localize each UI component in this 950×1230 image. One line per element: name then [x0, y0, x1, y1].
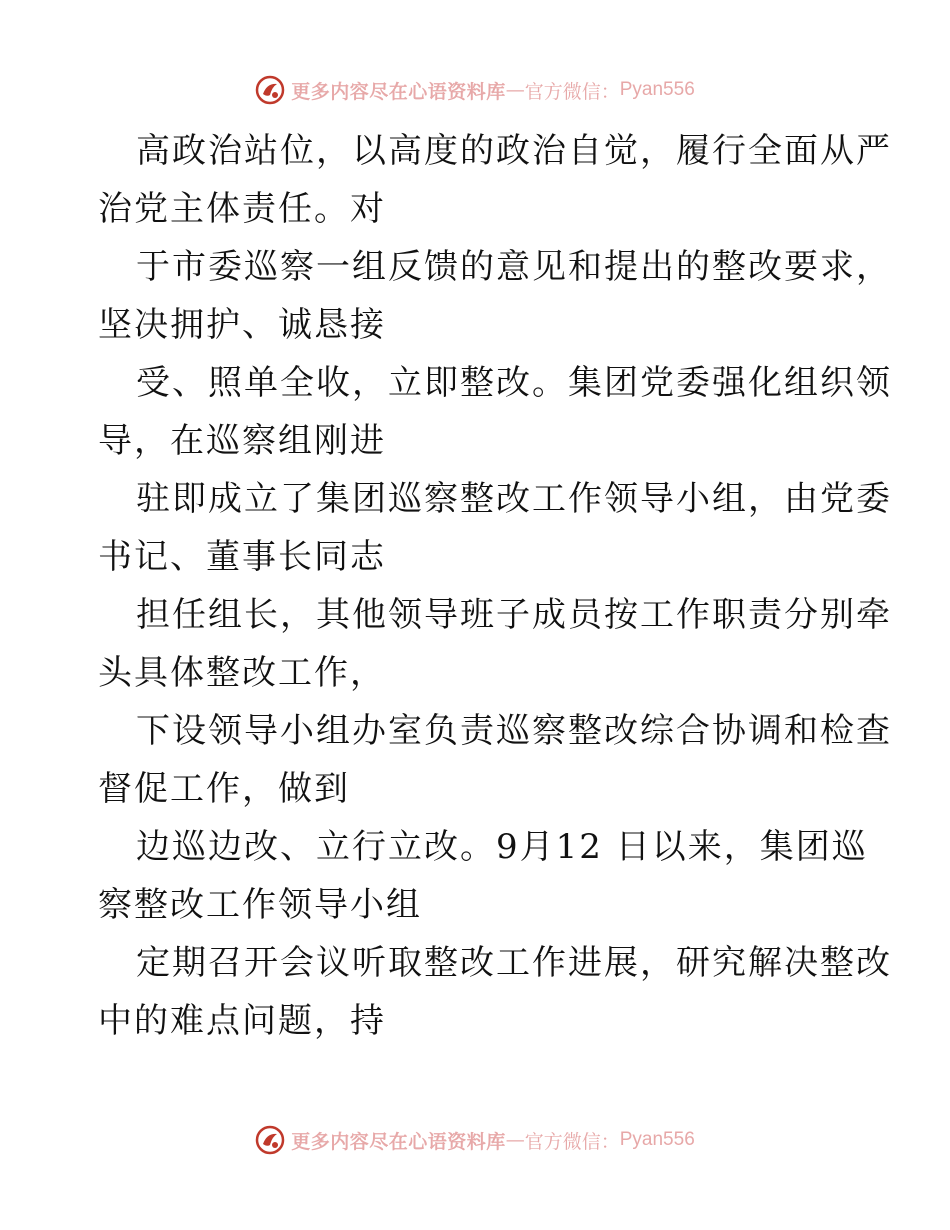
- footer-watermark-banner: [0, 1120, 950, 1160]
- text-line: 驻即成立了集团巡察整改工作领导小组，由党委: [136, 479, 892, 519]
- text-line: 定期召开会议听取整改工作进展，研究解决整改: [136, 943, 892, 983]
- header-brand-text: 更多内容尽在心语资料库: [291, 80, 506, 103]
- header-separator: —: [505, 79, 525, 101]
- text-line: 书记、董事长同志: [98, 537, 386, 577]
- footer-separator: —: [505, 1129, 525, 1151]
- text-line: 边巡边改、立行立改。9月12 日以来，集团巡: [136, 827, 868, 867]
- footer-wechat-id: Pyan556: [619, 1129, 695, 1150]
- text-line: 治党主体责任。对: [98, 189, 386, 229]
- text-line: 导，在巡察组刚进: [98, 421, 386, 461]
- header-contact-label: 官方微信：: [524, 80, 620, 103]
- document-body: [98, 122, 892, 1050]
- header-wechat-id: Pyan556: [619, 79, 695, 100]
- red-circular-logo-icon: [255, 1125, 285, 1155]
- text-line: 担任组长，其他领导班子成员按工作职责分别牵: [136, 595, 892, 635]
- text-line: 下设领导小组办室负责巡察整改综合协调和检查: [136, 711, 892, 751]
- text-line: 中的难点问题，持: [98, 1001, 386, 1041]
- text-line: 受、照单全收，立即整改。集团党委强化组织领: [136, 363, 892, 403]
- header-watermark-banner: [0, 70, 950, 110]
- text-line: 察整改工作领导小组: [98, 885, 422, 925]
- footer-contact-label: 官方微信：: [524, 1130, 620, 1153]
- text-line: 高政治站位，以高度的政治自觉，履行全面从严: [136, 131, 892, 171]
- red-circular-logo-icon: [255, 75, 285, 105]
- text-line: 坚决拥护、诚恳接: [98, 305, 386, 345]
- text-line: 头具体整改工作，: [98, 653, 386, 693]
- footer-brand-text: 更多内容尽在心语资料库: [291, 1130, 506, 1153]
- text-line: 于市委巡察一组反馈的意见和提出的整改要求，: [136, 247, 892, 287]
- text-line: 督促工作，做到: [98, 769, 350, 809]
